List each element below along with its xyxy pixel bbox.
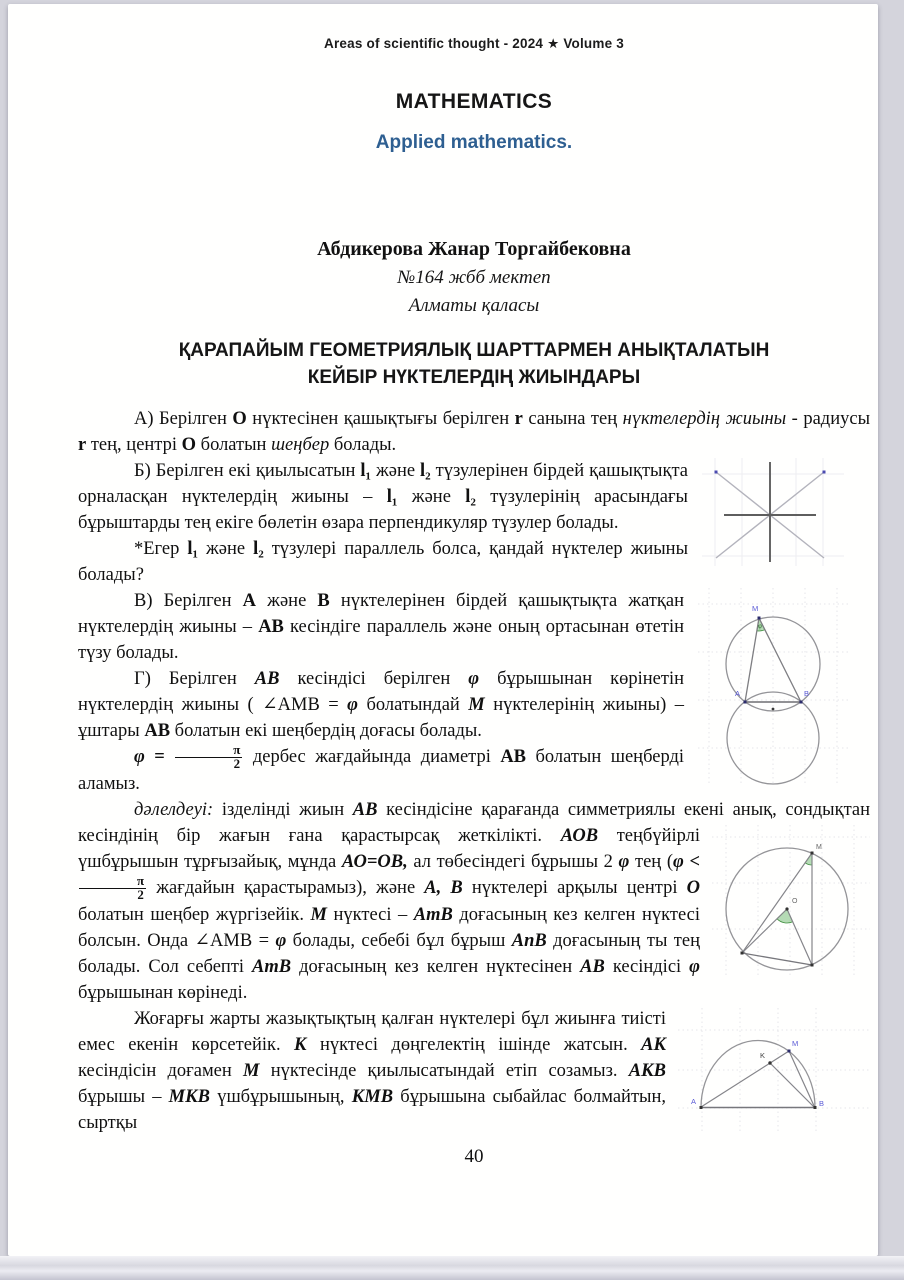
paragraph-phi-case: φ = $\frac{\pi}{2}$ дербес жағдайында диаметрі АВ болатын шеңберді аламыз. xyxy=(78,742,685,794)
paragraph-proof xyxy=(78,797,870,1006)
figure-two-circles xyxy=(698,588,850,786)
article-title-line1: ҚАРАПАЙЫМ ГЕОМЕТРИЯЛЫҚ ШАРТТАРМЕН АНЫҚТАЛАТЫН xyxy=(178,340,770,361)
central-angle-label-o: O xyxy=(792,897,798,905)
article-title-line2: КЕЙБІР НҮКТЕЛЕРДІҢ ЖИЫНДАРЫ xyxy=(307,367,641,388)
author-city: Алматы қаласы xyxy=(408,295,540,316)
paragraph-arc-locus: Г) Берілген АВ кесіндісі берілген φ бұрышынан көрінетін нүктелердің жиыны ( ∠АМВ = φ болатындай М нүктелерінің жиыны) – ұштары АВ болатын екі шеңбердің доғасы болады. xyxy=(78,669,684,741)
paragraph-parallel-question: *Егер l₁ және l₂ түзулері параллель болса, қандай нүктелер жиыны болады? xyxy=(78,539,689,585)
central-angle-drawing xyxy=(712,825,870,975)
semicircle-label-a: A xyxy=(691,1096,697,1106)
paragraph-upper-halfplane xyxy=(78,1006,870,1136)
document-page xyxy=(8,4,878,1256)
semicircle-label-k: K xyxy=(760,1050,766,1060)
page-number: 40 xyxy=(464,1145,484,1167)
two-circles-label-a: A xyxy=(735,689,741,698)
page-content xyxy=(78,4,870,1168)
paragraph-bisectors-text: Б) Берілген екі қиылысатын l₁ және l₂ түзулерінен бірдей қашықтықта орналасқан нүктелердің жиыны – l₁ және l₂ түзулерінің арасындағы бұрыштарды тең екіге бөлетін өзара перпендикуляр түзулер болады. xyxy=(78,461,688,533)
figure-angle-bisectors xyxy=(702,458,844,566)
two-circles-label-m: M xyxy=(752,604,759,613)
paragraph-proof-text-1: дәлелдеуі: ізделінді жиын АВ кесіндісіне қарағанда симметриялы екені анық, сондықтан кесіндінің бір жағын ғана қарастырсақ xyxy=(78,799,871,846)
semicircle-label-m: M xyxy=(792,1038,799,1048)
paragraph-upper-halfplane-text: Жоғарғы жарты жазықтықтың қалған нүктелері бұл жиынға тиісті емес екенін көрсетейік. К нүктесі дөңгелектің ішінде жатсын. АК кесіндісін доғамен М нүктесінде қиылысатындай етіп созамыз. АКВ бұрышы – МКВ үшбұрышының, КМВ бұрышына сыбайлас болмайтын, сыртқы xyxy=(78,1008,666,1133)
paragraph-bisectors xyxy=(78,458,870,536)
running-header: Areas of scientific thought - 2024 ★ Volume 3 xyxy=(324,36,624,51)
two-circles-drawing xyxy=(698,588,850,786)
paragraph-proof-text-2: жеткілікті. АОВ теңбүйірлі үшбұрышын тұрғызайық, мұнда АО=ОВ, ал төбесіндегі бұрышы 2 φ тең (φ < $\frac{\pi}{2}$ жағдайын қарастырамыз), және А, В нүктелері арқылы центрі О болатын шеңбер жүргізейік. М нүктесі – АmВ доғасының кез келген нүктесі болсын. Онда ∠АМВ = φ болады, себебі бұл бұрыш АnВ доғасының ты тең болады. Сол себепті АmВ доғасының кез келген нүктесінен АВ кесіндісі φ бұрышынан көрінеді. xyxy=(78,825,701,1003)
article-title xyxy=(78,337,870,391)
paragraph-midline xyxy=(78,588,870,698)
angle-bisectors-drawing xyxy=(702,458,844,566)
two-circles-angle-label: φ xyxy=(758,624,762,630)
article-body xyxy=(78,406,870,1136)
two-circles-label-b: B xyxy=(804,689,810,698)
scan-bottom-edge xyxy=(0,1256,904,1280)
paragraph-locus-circle: А) Берілген О нүктесінен қашықтығы берілген r санына тең нүктелердің жиыны - радиусы r тең, центрі О болатын шеңбер болады. xyxy=(78,409,870,455)
author-name: Абдикерова Жанар Торгайбековна xyxy=(317,238,631,260)
author-school: №164 жбб мектеп xyxy=(397,267,551,288)
central-angle-label-m: M xyxy=(816,843,822,851)
figure-central-angle xyxy=(712,825,870,975)
section-title: MATHEMATICS xyxy=(395,90,553,113)
figure-semicircle xyxy=(678,1008,870,1132)
semicircle-drawing xyxy=(678,1008,870,1132)
paragraph-midline-text: В) Берілген А және В нүктелерінен бірдей қашықтықта жатқан нүктелердің жиыны – АВ кесіндіге параллель және оның ортасынан өтетін түзу болады. xyxy=(78,591,684,663)
semicircle-label-b: B xyxy=(819,1098,825,1108)
section-subtitle: Applied mathematics. xyxy=(375,132,573,153)
